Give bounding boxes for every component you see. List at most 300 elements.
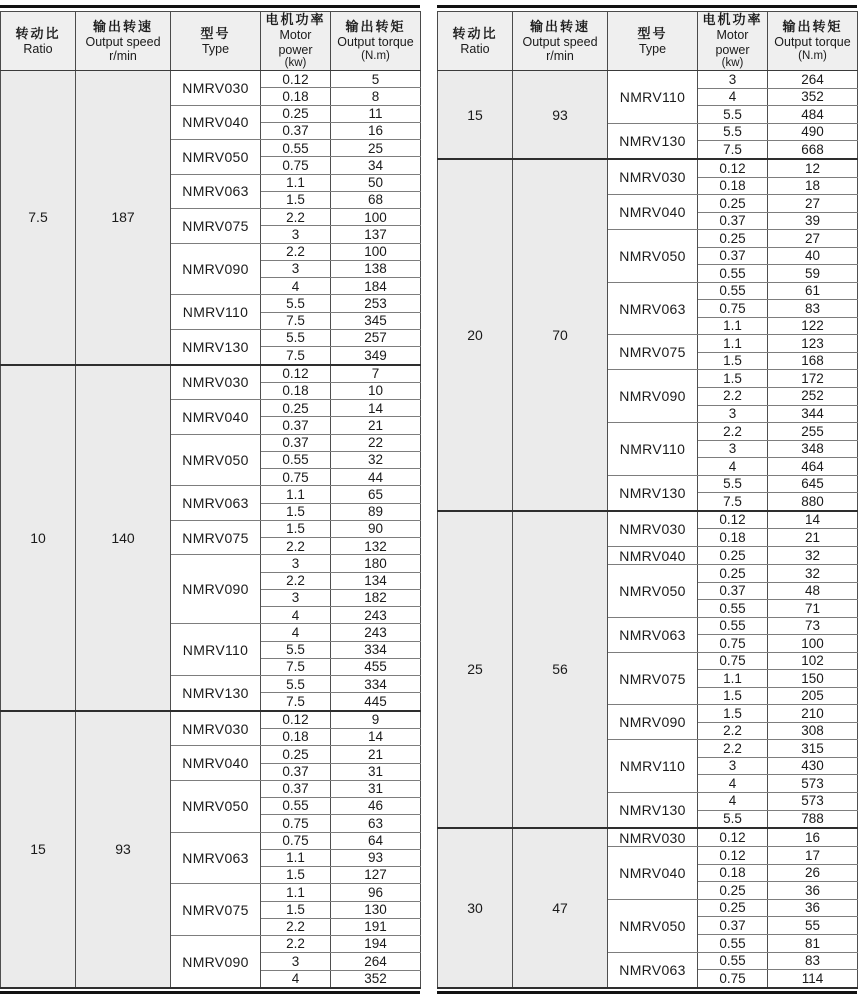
motor-power-cell: 1.1 xyxy=(261,174,331,191)
type-cell: NMRV130 xyxy=(171,676,261,711)
motor-power-cell: 1.1 xyxy=(698,670,768,688)
output-torque-cell: 349 xyxy=(331,347,421,365)
col-header-zh: 型号 xyxy=(200,25,231,41)
type-cell: NMRV050 xyxy=(171,434,261,486)
spec-table-right xyxy=(437,11,858,989)
output-torque-cell: 490 xyxy=(768,123,858,141)
ratio-cell: 25 xyxy=(438,511,513,828)
output-torque-cell: 93 xyxy=(331,849,421,866)
type-cell: NMRV063 xyxy=(608,617,698,652)
output-torque-cell: 65 xyxy=(331,486,421,503)
motor-power-cell: 4 xyxy=(698,88,768,106)
motor-power-cell: 3 xyxy=(261,260,331,277)
table-row xyxy=(438,511,858,529)
motor-power-cell: 0.37 xyxy=(698,917,768,935)
col-header-en: Output torque xyxy=(774,35,851,50)
col-header-unit: r/min xyxy=(546,49,574,64)
motor-power-cell: 0.18 xyxy=(261,382,331,399)
output-torque-cell: 137 xyxy=(331,226,421,243)
type-cell: NMRV130 xyxy=(608,792,698,828)
motor-power-cell: 5.5 xyxy=(698,123,768,141)
ratio-cell: 7.5 xyxy=(1,71,76,365)
output-torque-cell: 182 xyxy=(331,589,421,606)
motor-power-cell: 3 xyxy=(698,440,768,458)
motor-power-cell: 0.25 xyxy=(261,400,331,417)
output-torque-cell: 32 xyxy=(768,546,858,564)
output-torque-cell: 172 xyxy=(768,370,858,388)
type-cell: NMRV040 xyxy=(171,105,261,140)
motor-power-cell: 7.5 xyxy=(261,347,331,365)
motor-power-cell: 2.2 xyxy=(261,243,331,260)
type-cell: NMRV090 xyxy=(608,370,698,423)
col-header-motor-power xyxy=(698,12,768,71)
output-torque-cell: 32 xyxy=(768,565,858,583)
bottom-double-rule xyxy=(0,991,420,994)
motor-power-cell: 7.5 xyxy=(261,658,331,675)
ratio-cell: 20 xyxy=(438,159,513,511)
motor-power-cell: 1.5 xyxy=(261,520,331,537)
motor-power-cell: 5.5 xyxy=(261,676,331,693)
motor-power-cell: 0.37 xyxy=(261,417,331,434)
type-cell: NMRV110 xyxy=(608,71,698,124)
motor-power-cell: 5.5 xyxy=(698,475,768,493)
motor-power-cell: 0.25 xyxy=(698,546,768,564)
output-torque-cell: 464 xyxy=(768,458,858,476)
motor-power-cell: 3 xyxy=(261,226,331,243)
motor-power-cell: 0.25 xyxy=(698,195,768,213)
col-header-output-torque xyxy=(768,12,858,71)
motor-power-cell: 7.5 xyxy=(261,312,331,329)
output-torque-cell: 8 xyxy=(331,88,421,105)
table-row xyxy=(438,71,858,89)
motor-power-cell: 0.75 xyxy=(698,970,768,988)
output-torque-cell: 315 xyxy=(768,740,858,758)
motor-power-cell: 2.2 xyxy=(261,572,331,589)
output-torque-cell: 127 xyxy=(331,867,421,884)
type-cell: NMRV040 xyxy=(171,400,261,435)
output-torque-cell: 168 xyxy=(768,352,858,370)
output-torque-cell: 345 xyxy=(331,312,421,329)
output-torque-cell: 59 xyxy=(768,265,858,283)
col-header-zh: 输出转速 xyxy=(92,18,153,34)
motor-power-cell: 0.75 xyxy=(261,832,331,849)
motor-power-cell: 0.75 xyxy=(261,469,331,486)
motor-power-cell: 4 xyxy=(261,607,331,624)
motor-power-cell: 4 xyxy=(261,624,331,641)
output-torque-cell: 12 xyxy=(768,159,858,177)
table-row xyxy=(438,159,858,177)
output-torque-cell: 31 xyxy=(331,780,421,797)
output-torque-cell: 36 xyxy=(768,882,858,900)
motor-power-cell: 0.37 xyxy=(261,780,331,797)
motor-power-cell: 0.75 xyxy=(698,300,768,318)
output-torque-cell: 334 xyxy=(331,676,421,693)
type-cell: NMRV075 xyxy=(608,335,698,370)
col-header-type xyxy=(608,12,698,71)
header-row xyxy=(1,12,421,71)
output-torque-cell: 21 xyxy=(331,746,421,763)
output-torque-cell: 25 xyxy=(331,140,421,157)
output-torque-cell: 26 xyxy=(768,864,858,882)
output-torque-cell: 27 xyxy=(768,195,858,213)
output-torque-cell: 264 xyxy=(331,953,421,970)
output-torque-cell: 64 xyxy=(331,832,421,849)
output-torque-cell: 255 xyxy=(768,423,858,441)
motor-power-cell: 1.5 xyxy=(698,352,768,370)
type-cell: NMRV030 xyxy=(608,159,698,195)
type-cell: NMRV110 xyxy=(171,295,261,330)
col-header-zh: 输出转速 xyxy=(529,18,590,34)
output-torque-cell: 81 xyxy=(768,935,858,953)
motor-power-cell: 0.55 xyxy=(698,935,768,953)
motor-power-cell: 0.12 xyxy=(698,511,768,529)
output-torque-cell: 83 xyxy=(768,300,858,318)
motor-power-cell: 0.37 xyxy=(261,434,331,451)
output-torque-cell: 61 xyxy=(768,282,858,300)
top-double-rule xyxy=(437,5,857,8)
motor-power-cell: 0.18 xyxy=(698,864,768,882)
output-torque-cell: 10 xyxy=(331,382,421,399)
output-torque-cell: 40 xyxy=(768,247,858,265)
output-torque-cell: 880 xyxy=(768,493,858,511)
motor-power-cell: 3 xyxy=(261,555,331,572)
motor-power-cell: 0.12 xyxy=(261,71,331,88)
col-header-en: Output speed xyxy=(522,34,598,49)
output-torque-cell: 16 xyxy=(768,828,858,847)
output-torque-cell: 22 xyxy=(331,434,421,451)
type-cell: NMRV130 xyxy=(608,123,698,159)
col-header-en: Output speed xyxy=(85,34,161,49)
col-header-zh: 型号 xyxy=(637,25,668,41)
output-torque-cell: 573 xyxy=(768,792,858,810)
motor-power-cell: 0.25 xyxy=(698,565,768,583)
motor-power-cell: 0.55 xyxy=(698,600,768,618)
motor-power-cell: 3 xyxy=(698,405,768,423)
col-header-en: Ratio xyxy=(23,42,53,57)
output-torque-cell: 334 xyxy=(331,641,421,658)
motor-power-cell: 1.5 xyxy=(261,503,331,520)
motor-power-cell: 2.2 xyxy=(261,918,331,935)
motor-power-cell: 0.18 xyxy=(698,529,768,547)
output-torque-cell: 102 xyxy=(768,652,858,670)
motor-power-cell: 2.2 xyxy=(261,209,331,226)
motor-power-cell: 3 xyxy=(261,953,331,970)
col-header-en: Output torque xyxy=(337,35,414,50)
output-torque-cell: 55 xyxy=(768,917,858,935)
spec-table-left-wrap xyxy=(0,5,420,1000)
col-header-unit: (kw) xyxy=(721,57,744,69)
type-cell: NMRV030 xyxy=(171,711,261,746)
output-torque-cell: 100 xyxy=(331,209,421,226)
output-torque-cell: 668 xyxy=(768,141,858,159)
motor-power-cell: 1.5 xyxy=(698,705,768,723)
output-torque-cell: 14 xyxy=(768,511,858,529)
motor-power-cell: 0.25 xyxy=(261,105,331,122)
output-torque-cell: 83 xyxy=(768,952,858,970)
motor-power-cell: 5.5 xyxy=(261,329,331,346)
motor-power-cell: 4 xyxy=(261,970,331,988)
col-header-en: Type xyxy=(638,42,667,57)
motor-power-cell: 0.12 xyxy=(698,828,768,847)
type-cell: NMRV063 xyxy=(608,282,698,335)
motor-power-cell: 0.37 xyxy=(698,582,768,600)
output-torque-cell: 46 xyxy=(331,798,421,815)
motor-power-cell: 0.18 xyxy=(261,88,331,105)
output-torque-cell: 455 xyxy=(331,658,421,675)
output-torque-cell: 11 xyxy=(331,105,421,122)
output-torque-cell: 484 xyxy=(768,106,858,124)
output-torque-cell: 32 xyxy=(331,451,421,468)
type-cell: NMRV050 xyxy=(171,780,261,832)
motor-power-cell: 2.2 xyxy=(698,423,768,441)
col-header-zh: 转动比 xyxy=(15,25,61,41)
table-row xyxy=(1,365,421,383)
motor-power-cell: 4 xyxy=(261,278,331,295)
output-speed-cell: 70 xyxy=(513,159,608,511)
col-header-zh: 电机功率 xyxy=(265,12,326,27)
motor-power-cell: 0.37 xyxy=(261,122,331,139)
type-cell: NMRV050 xyxy=(171,140,261,175)
output-torque-cell: 253 xyxy=(331,295,421,312)
output-torque-cell: 138 xyxy=(331,260,421,277)
type-cell: NMRV075 xyxy=(171,520,261,555)
output-torque-cell: 430 xyxy=(768,757,858,775)
output-torque-cell: 122 xyxy=(768,317,858,335)
motor-power-cell: 0.12 xyxy=(261,365,331,383)
motor-power-cell: 5.5 xyxy=(261,641,331,658)
col-header-en: Ratio xyxy=(460,42,490,57)
output-torque-cell: 352 xyxy=(768,88,858,106)
type-cell: NMRV040 xyxy=(608,847,698,900)
ratio-cell: 30 xyxy=(438,828,513,988)
output-torque-cell: 257 xyxy=(331,329,421,346)
output-torque-cell: 14 xyxy=(331,729,421,746)
type-cell: NMRV063 xyxy=(171,486,261,521)
top-double-rule xyxy=(0,5,420,8)
output-torque-cell: 21 xyxy=(331,417,421,434)
motor-power-cell: 1.5 xyxy=(261,867,331,884)
output-torque-cell: 132 xyxy=(331,538,421,555)
motor-power-cell: 0.75 xyxy=(698,652,768,670)
type-cell: NMRV075 xyxy=(171,884,261,936)
motor-power-cell: 0.55 xyxy=(698,617,768,635)
header-row xyxy=(438,12,858,71)
motor-power-cell: 3 xyxy=(698,757,768,775)
motor-power-cell: 1.1 xyxy=(261,486,331,503)
col-header-zh: 输出转矩 xyxy=(345,19,406,35)
motor-power-cell: 2.2 xyxy=(261,936,331,953)
motor-power-cell: 1.5 xyxy=(261,901,331,918)
output-torque-cell: 184 xyxy=(331,278,421,295)
type-cell: NMRV050 xyxy=(608,565,698,618)
motor-power-cell: 1.1 xyxy=(698,335,768,353)
motor-power-cell: 5.5 xyxy=(698,810,768,828)
type-cell: NMRV090 xyxy=(171,936,261,988)
col-header-output-speed xyxy=(76,12,171,71)
type-cell: NMRV075 xyxy=(608,652,698,705)
spec-table-right-wrap xyxy=(437,5,857,1000)
motor-power-cell: 2.2 xyxy=(261,538,331,555)
output-torque-cell: 243 xyxy=(331,607,421,624)
type-cell: NMRV110 xyxy=(608,423,698,476)
col-header-unit: (N.m) xyxy=(798,49,827,62)
type-cell: NMRV063 xyxy=(171,832,261,884)
motor-power-cell: 0.25 xyxy=(698,882,768,900)
output-torque-cell: 44 xyxy=(331,469,421,486)
motor-power-cell: 5.5 xyxy=(698,106,768,124)
motor-power-cell: 0.55 xyxy=(698,282,768,300)
type-cell: NMRV075 xyxy=(171,209,261,244)
output-torque-cell: 100 xyxy=(331,243,421,260)
output-torque-cell: 264 xyxy=(768,71,858,89)
motor-power-cell: 5.5 xyxy=(261,295,331,312)
output-torque-cell: 445 xyxy=(331,693,421,711)
motor-power-cell: 0.25 xyxy=(261,746,331,763)
output-torque-cell: 50 xyxy=(331,174,421,191)
output-torque-cell: 17 xyxy=(768,847,858,865)
output-torque-cell: 96 xyxy=(331,884,421,901)
motor-power-cell: 0.18 xyxy=(698,177,768,195)
output-torque-cell: 14 xyxy=(331,400,421,417)
type-cell: NMRV130 xyxy=(171,329,261,364)
motor-power-cell: 7.5 xyxy=(698,141,768,159)
output-torque-cell: 9 xyxy=(331,711,421,729)
output-speed-cell: 140 xyxy=(76,365,171,711)
bottom-double-rule xyxy=(437,991,857,994)
output-torque-cell: 71 xyxy=(768,600,858,618)
col-header-type xyxy=(171,12,261,71)
motor-power-cell: 7.5 xyxy=(698,493,768,511)
output-torque-cell: 68 xyxy=(331,191,421,208)
output-torque-cell: 573 xyxy=(768,775,858,793)
type-cell: NMRV040 xyxy=(608,546,698,564)
output-speed-cell: 56 xyxy=(513,511,608,828)
col-header-ratio xyxy=(438,12,513,71)
type-cell: NMRV030 xyxy=(608,828,698,847)
col-header-en: Type xyxy=(201,42,230,57)
spec-table-left xyxy=(0,11,421,989)
output-torque-cell: 39 xyxy=(768,212,858,230)
col-header-unit: (N.m) xyxy=(361,49,390,62)
motor-power-cell: 0.18 xyxy=(261,729,331,746)
output-torque-cell: 194 xyxy=(331,936,421,953)
col-header-en: Motor power xyxy=(715,28,750,57)
motor-power-cell: 2.2 xyxy=(698,387,768,405)
type-cell: NMRV110 xyxy=(608,740,698,793)
motor-power-cell: 2.2 xyxy=(698,722,768,740)
output-torque-cell: 788 xyxy=(768,810,858,828)
motor-power-cell: 0.12 xyxy=(698,847,768,865)
col-header-motor-power xyxy=(261,12,331,71)
output-torque-cell: 210 xyxy=(768,705,858,723)
col-header-unit: r/min xyxy=(109,49,137,64)
output-torque-cell: 123 xyxy=(768,335,858,353)
ratio-cell: 15 xyxy=(438,71,513,159)
motor-power-cell: 0.75 xyxy=(261,157,331,174)
output-torque-cell: 27 xyxy=(768,230,858,248)
type-cell: NMRV040 xyxy=(608,195,698,230)
output-torque-cell: 243 xyxy=(331,624,421,641)
motor-power-cell: 1.5 xyxy=(698,370,768,388)
type-cell: NMRV063 xyxy=(171,174,261,209)
output-torque-cell: 134 xyxy=(331,572,421,589)
col-header-zh: 电机功率 xyxy=(702,12,763,27)
motor-power-cell: 0.25 xyxy=(698,230,768,248)
motor-power-cell: 4 xyxy=(698,792,768,810)
ratio-cell: 10 xyxy=(1,365,76,711)
col-header-unit: (kw) xyxy=(284,57,307,69)
type-cell: NMRV030 xyxy=(608,511,698,547)
motor-power-cell: 0.75 xyxy=(698,635,768,653)
motor-power-cell: 4 xyxy=(698,458,768,476)
type-cell: NMRV090 xyxy=(171,243,261,295)
output-torque-cell: 63 xyxy=(331,815,421,832)
col-header-en: Motor power xyxy=(278,28,313,57)
motor-power-cell: 4 xyxy=(698,775,768,793)
motor-power-cell: 0.75 xyxy=(261,815,331,832)
motor-power-cell: 0.12 xyxy=(698,159,768,177)
motor-power-cell: 1.5 xyxy=(261,191,331,208)
type-cell: NMRV090 xyxy=(171,555,261,624)
output-torque-cell: 352 xyxy=(331,970,421,988)
motor-power-cell: 7.5 xyxy=(261,693,331,711)
output-torque-cell: 100 xyxy=(768,635,858,653)
output-speed-cell: 93 xyxy=(513,71,608,159)
output-torque-cell: 31 xyxy=(331,763,421,780)
table-row xyxy=(1,711,421,729)
output-torque-cell: 348 xyxy=(768,440,858,458)
output-torque-cell: 34 xyxy=(331,157,421,174)
type-cell: NMRV050 xyxy=(608,230,698,283)
motor-power-cell: 2.2 xyxy=(698,740,768,758)
motor-power-cell: 0.55 xyxy=(698,952,768,970)
type-cell: NMRV110 xyxy=(171,624,261,676)
output-torque-cell: 308 xyxy=(768,722,858,740)
col-header-zh: 转动比 xyxy=(452,25,498,41)
output-torque-cell: 16 xyxy=(331,122,421,139)
output-torque-cell: 89 xyxy=(331,503,421,520)
motor-power-cell: 0.37 xyxy=(698,247,768,265)
output-torque-cell: 7 xyxy=(331,365,421,383)
type-cell: NMRV040 xyxy=(171,746,261,781)
motor-power-cell: 0.37 xyxy=(698,212,768,230)
motor-power-cell: 1.1 xyxy=(261,849,331,866)
table-row xyxy=(1,71,421,88)
motor-power-cell: 0.55 xyxy=(698,265,768,283)
output-torque-cell: 21 xyxy=(768,529,858,547)
col-header-output-torque xyxy=(331,12,421,71)
motor-power-cell: 0.12 xyxy=(261,711,331,729)
output-torque-cell: 73 xyxy=(768,617,858,635)
output-speed-cell: 187 xyxy=(76,71,171,365)
output-speed-cell: 47 xyxy=(513,828,608,988)
output-torque-cell: 36 xyxy=(768,899,858,917)
motor-power-cell: 1.1 xyxy=(261,884,331,901)
output-torque-cell: 48 xyxy=(768,582,858,600)
type-cell: NMRV090 xyxy=(608,705,698,740)
col-header-zh: 输出转矩 xyxy=(782,19,843,35)
output-torque-cell: 130 xyxy=(331,901,421,918)
output-torque-cell: 344 xyxy=(768,405,858,423)
motor-power-cell: 0.55 xyxy=(261,798,331,815)
motor-power-cell: 1.1 xyxy=(698,317,768,335)
output-torque-cell: 180 xyxy=(331,555,421,572)
output-torque-cell: 90 xyxy=(331,520,421,537)
output-torque-cell: 205 xyxy=(768,687,858,705)
ratio-cell: 15 xyxy=(1,711,76,988)
output-torque-cell: 252 xyxy=(768,387,858,405)
table-row xyxy=(438,828,858,847)
